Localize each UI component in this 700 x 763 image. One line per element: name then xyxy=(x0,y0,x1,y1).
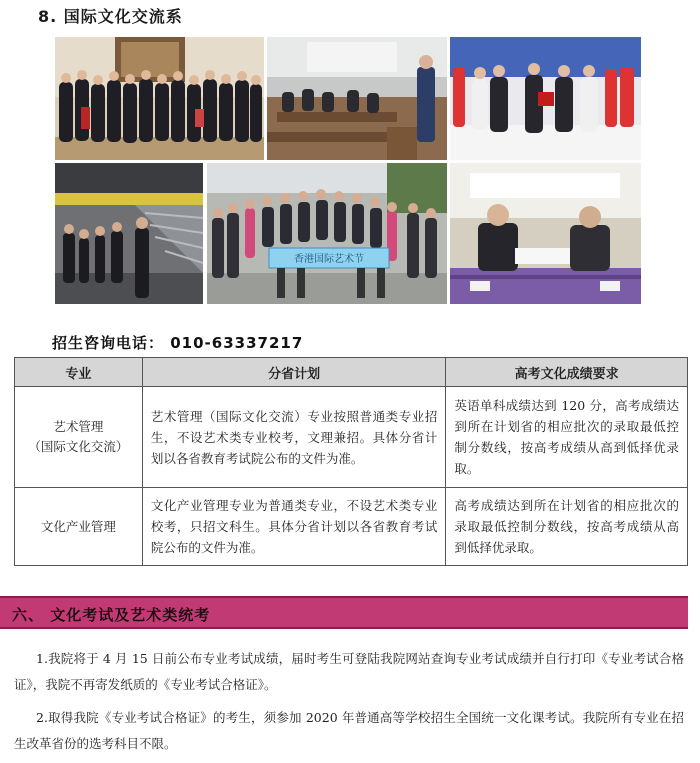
header-province-plan: 分省计划 xyxy=(142,358,446,387)
plan-cell: 艺术管理（国际文化交流）专业按照普通类专业招生，不设艺术类专业校考，文理兼招。具体分省计划以各省教育考试院公布的文件为准。 xyxy=(142,387,446,488)
requirement-cell: 英语单科成绩达到 120 分，高考成绩达到所在计划省的相应批次的录取最低控制分数线，按高考成绩从高到低择优录取。 xyxy=(446,387,688,488)
stadium-tour-photo xyxy=(55,163,203,304)
major-name: 艺术管理 xyxy=(53,419,104,434)
header-score-requirement: 高考文化成绩要求 xyxy=(446,358,688,387)
ceremony-photo xyxy=(450,37,641,160)
major-cell xyxy=(15,387,143,488)
paragraph-2: 2.取得我院《专业考试合格证》的考生，须参加 2020 年普通高等学校招生全国统一文化课考试。我院所有专业在招生改革省份的选考科目不限。 xyxy=(14,710,684,751)
requirement-cell: 高考成绩达到所在计划省的相应批次的录取最低控制分数线，按高考成绩从高到低择优录取。 xyxy=(446,488,688,566)
header-major: 专业 xyxy=(15,358,143,387)
table-row xyxy=(15,387,688,488)
admission-phone: 招生咨询电话： 010-63337217 xyxy=(52,334,304,352)
table-row xyxy=(15,488,688,566)
banner-title: 六、 文化考试及艺术类统考 xyxy=(12,606,211,624)
group-photo-1 xyxy=(55,37,264,160)
table-header-row xyxy=(15,358,688,387)
student-group-photo xyxy=(207,163,447,304)
signing-photo xyxy=(450,163,641,304)
section-banner xyxy=(0,596,688,629)
admission-plan-table xyxy=(14,357,688,566)
major-subname: （国际文化交流） xyxy=(28,439,129,454)
plan-cell: 文化产业管理专业为普通类专业，不设艺术类专业校考，只招文科生。具体分省计划以各省教育考试院公布的文件为准。 xyxy=(142,488,446,566)
paragraph-1: 1.我院将于 4 月 15 日前公布专业考试成绩，届时考生可登陆我院网站查询专业考试成绩并自行打印《专业考试合格证》，我院不再寄发纸质的《专业考试合格证》。 xyxy=(14,651,684,692)
banner-sign-text: 香港国际艺术节 xyxy=(294,254,364,265)
section-title: 8. 国际文化交流系 xyxy=(38,7,183,26)
classroom-photo xyxy=(267,37,447,160)
major-cell xyxy=(15,488,143,566)
major-name: 文化产业管理 xyxy=(40,518,116,534)
